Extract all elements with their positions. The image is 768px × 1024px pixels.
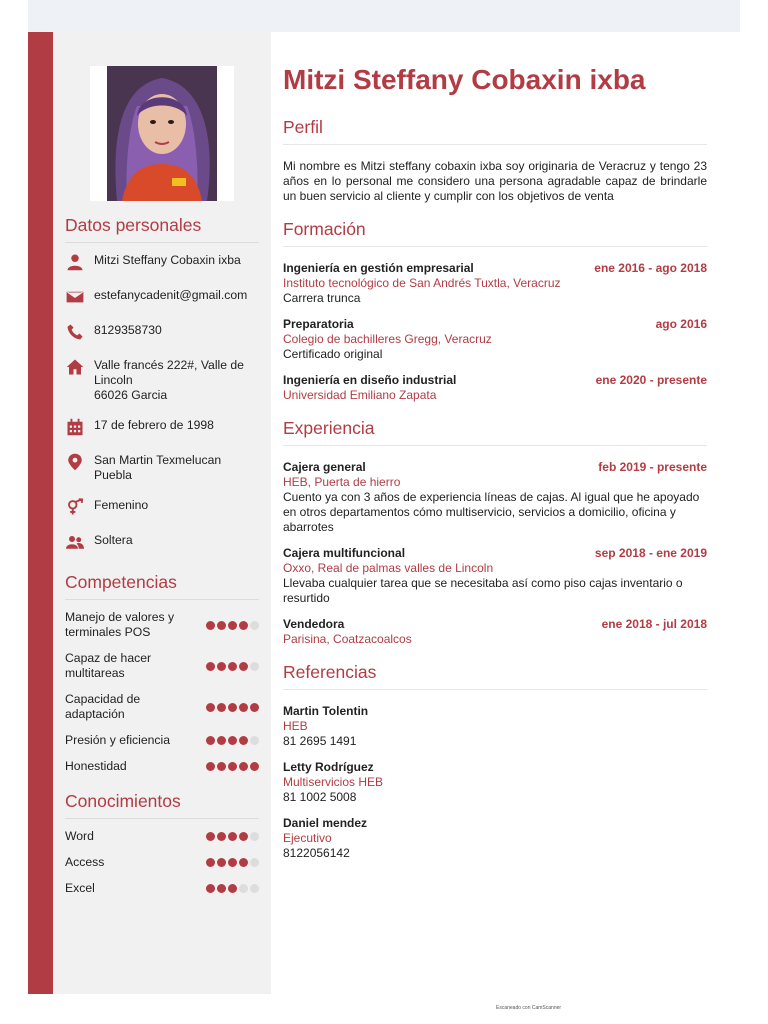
entry-title: Martin Tolentin — [283, 704, 369, 718]
email-icon — [65, 288, 94, 306]
address-line-2: 66026 Garcia — [94, 388, 168, 402]
entry-header — [283, 373, 707, 388]
entry-description: 81 2695 1491 — [283, 734, 357, 748]
rating-dot-filled — [239, 662, 248, 671]
competencias-row — [65, 759, 259, 774]
competencias-row — [65, 651, 259, 681]
conocimientos-row — [65, 829, 259, 844]
rating-dot-filled — [206, 832, 215, 841]
entry-title: Cajera general — [283, 460, 366, 474]
entry-subtitle: Ejecutivo — [283, 831, 332, 845]
candidate-name: Mitzi Steffany Cobaxin ixba — [283, 64, 646, 95]
experiencia-list — [283, 460, 707, 647]
rating-dot-filled — [206, 703, 215, 712]
rating-dot-filled — [206, 736, 215, 745]
rating-dot-filled — [239, 703, 248, 712]
rating-dot-filled — [239, 621, 248, 630]
rating-dot-filled — [239, 858, 248, 867]
referencias-list — [283, 704, 707, 861]
entry-title: Cajera multifuncional — [283, 546, 406, 560]
entry-description: Cuento ya con 3 años de experiencia líneas de cajas. Al igual que he apoyado en otros departamentos cómo multiservicio, servicios a domicilio, oficina y abarrotes — [283, 490, 700, 534]
rating-dot-empty — [239, 884, 248, 893]
entry-subtitle: Parisina, Coatzacoalcos — [283, 632, 412, 646]
personal-email: estefanycadenit@gmail.com — [65, 288, 259, 308]
entry-subtitle: Colegio de bachilleres Gregg, Veracruz — [283, 332, 492, 346]
referencias-entry — [283, 760, 707, 805]
rating-dot-filled — [228, 662, 237, 671]
rating-dot-filled — [228, 762, 237, 771]
personal-birthdate: 17 de febrero de 1998 — [65, 418, 259, 438]
personal-address — [65, 358, 259, 403]
entry-date: ene 2020 - presente — [595, 373, 707, 387]
personal-phone: 8129358730 — [65, 323, 259, 343]
entry-subtitle: Multiservicios HEB — [283, 775, 384, 789]
referencias-entry — [283, 704, 707, 749]
competencias-name: Presión y eficiencia — [65, 733, 170, 747]
entry-date: ene 2016 - ago 2018 — [594, 261, 707, 275]
entry-header — [283, 704, 707, 719]
formacion-entry — [283, 261, 707, 306]
rating-dots — [206, 662, 259, 671]
entry-title: Preparatoria — [283, 317, 354, 331]
experiencia-entry — [283, 617, 707, 647]
profile-photo — [90, 66, 234, 201]
entry-date: feb 2019 - presente — [598, 460, 707, 474]
rating-dot-filled — [228, 858, 237, 867]
entry-header — [283, 546, 707, 561]
referencias-entry — [283, 816, 707, 861]
entry-subtitle: HEB — [283, 719, 308, 733]
formacion-entry — [283, 373, 707, 403]
competencias-list — [65, 610, 259, 774]
entry-title: Letty Rodríguez — [283, 760, 374, 774]
rating-dot-filled — [206, 858, 215, 867]
conocimientos-name: Access — [65, 855, 105, 869]
conocimientos-name: Word — [65, 829, 94, 843]
competencias-row — [65, 733, 259, 748]
rating-dot-filled — [217, 884, 226, 893]
perfil-text: Mi nombre es Mitzi steffany cobaxin ixba soy originaria de Veracruz y tengo 23 años en lo personal me considero una persona agradable capaz de brindarle un buen servicio al cliente y cumplir con los objetivos de venta — [283, 159, 707, 203]
entry-date: sep 2018 - ene 2019 — [594, 546, 707, 560]
entry-header — [283, 460, 707, 475]
entry-description: Carrera trunca — [283, 291, 361, 305]
entry-header — [283, 760, 707, 775]
personal-gender: Femenino — [65, 498, 259, 518]
rating-dot-filled — [217, 621, 226, 630]
entry-date: ago 2016 — [655, 317, 707, 331]
entry-subtitle: Oxxo, Real de palmas valles de Lincoln — [283, 561, 494, 575]
rating-dot-filled — [206, 621, 215, 630]
rating-dot-filled — [228, 621, 237, 630]
rating-dot-empty — [250, 621, 259, 630]
user-icon — [65, 253, 94, 271]
conocimientos-name: Excel — [65, 881, 95, 895]
entry-subtitle: Universidad Emiliano Zapata — [283, 388, 437, 402]
personal-marital-status: Soltera — [65, 533, 259, 553]
conocimientos-title: Conocimientos — [65, 790, 259, 819]
entry-header — [283, 261, 707, 276]
entry-description: Llevaba cualquier tarea que se necesitaba así como piso cajas inventario o resurtido — [283, 576, 683, 605]
competencias-name: Capacidad de adaptación — [65, 692, 141, 721]
rating-dot-filled — [206, 762, 215, 771]
entry-description: 81 1002 5008 — [283, 790, 357, 804]
rating-dot-empty — [250, 736, 259, 745]
competencias-row — [65, 692, 259, 722]
entry-date: ene 2018 - jul 2018 — [601, 617, 707, 631]
rating-dot-filled — [206, 662, 215, 671]
personal-birthplace: San Martin Texmelucan Puebla — [65, 453, 259, 483]
formacion-entry — [283, 317, 707, 362]
experiencia-entry — [283, 546, 707, 606]
entry-subtitle: Instituto tecnológico de San Andrés Tuxtla, Veracruz — [283, 276, 561, 290]
referencias-title: Referencias — [283, 661, 707, 690]
phone-icon — [65, 323, 94, 341]
rating-dots — [206, 621, 259, 630]
rating-dot-filled — [239, 736, 248, 745]
rating-dot-empty — [250, 884, 259, 893]
entry-subtitle: HEB, Puerta de hierro — [283, 475, 401, 489]
entry-title: Ingeniería en gestión empresarial — [283, 261, 474, 275]
sidebar — [53, 32, 271, 994]
top-band — [28, 0, 740, 32]
scanner-footer-note: Escaneado con CamScanner — [496, 1005, 562, 1011]
rating-dot-empty — [250, 832, 259, 841]
address-line-1: Valle francés 222#, Valle de Lincoln — [94, 358, 244, 387]
rating-dot-filled — [217, 858, 226, 867]
formacion-title: Formación — [283, 218, 707, 247]
rating-dot-filled — [217, 762, 226, 771]
entry-title: Ingeniería en diseño industrial — [283, 373, 457, 387]
calendar-icon — [65, 418, 94, 436]
rating-dots — [206, 884, 259, 893]
experiencia-entry — [283, 460, 707, 535]
competencias-name: Honestidad — [65, 759, 127, 773]
rating-dots — [206, 703, 259, 712]
perfil-title: Perfil — [283, 116, 707, 145]
rating-dot-filled — [239, 762, 248, 771]
rating-dot-filled — [217, 832, 226, 841]
entry-description: Certificado original — [283, 347, 383, 361]
entry-header — [283, 617, 707, 632]
accent-bar — [28, 32, 53, 994]
resume-page — [28, 32, 740, 994]
rating-dots — [206, 858, 259, 867]
rating-dots — [206, 736, 259, 745]
competencias-title: Competencias — [65, 571, 259, 600]
rating-dot-filled — [217, 703, 226, 712]
main-content — [283, 62, 707, 872]
rating-dot-filled — [217, 662, 226, 671]
entry-title: Vendedora — [283, 617, 345, 631]
conocimientos-list — [65, 829, 259, 896]
experiencia-title: Experiencia — [283, 417, 707, 446]
rating-dots — [206, 832, 259, 841]
people-icon — [65, 533, 94, 551]
competencias-row — [65, 610, 259, 640]
rating-dot-filled — [250, 762, 259, 771]
rating-dot-empty — [250, 662, 259, 671]
rating-dot-filled — [228, 736, 237, 745]
entry-header — [283, 317, 707, 332]
home-icon — [65, 358, 94, 376]
rating-dot-empty — [250, 858, 259, 867]
rating-dot-filled — [206, 884, 215, 893]
rating-dot-filled — [228, 703, 237, 712]
rating-dot-filled — [250, 703, 259, 712]
rating-dot-filled — [228, 832, 237, 841]
conocimientos-row — [65, 855, 259, 870]
conocimientos-row — [65, 881, 259, 896]
rating-dot-filled — [217, 736, 226, 745]
personal-data-title: Datos personales — [65, 214, 259, 243]
rating-dots — [206, 762, 259, 771]
personal-name: Mitzi Steffany Cobaxin ixba — [65, 253, 259, 273]
rating-dot-filled — [228, 884, 237, 893]
competencias-name: Manejo de valores y terminales POS — [65, 610, 175, 639]
rating-dot-filled — [239, 832, 248, 841]
entry-header — [283, 816, 707, 831]
location-pin-icon — [65, 453, 94, 471]
gender-icon — [65, 498, 94, 516]
entry-description: 8122056142 — [283, 846, 350, 860]
competencias-name: Capaz de hacer multitareas — [65, 651, 152, 680]
entry-title: Daniel mendez — [283, 816, 368, 830]
formacion-list — [283, 261, 707, 403]
